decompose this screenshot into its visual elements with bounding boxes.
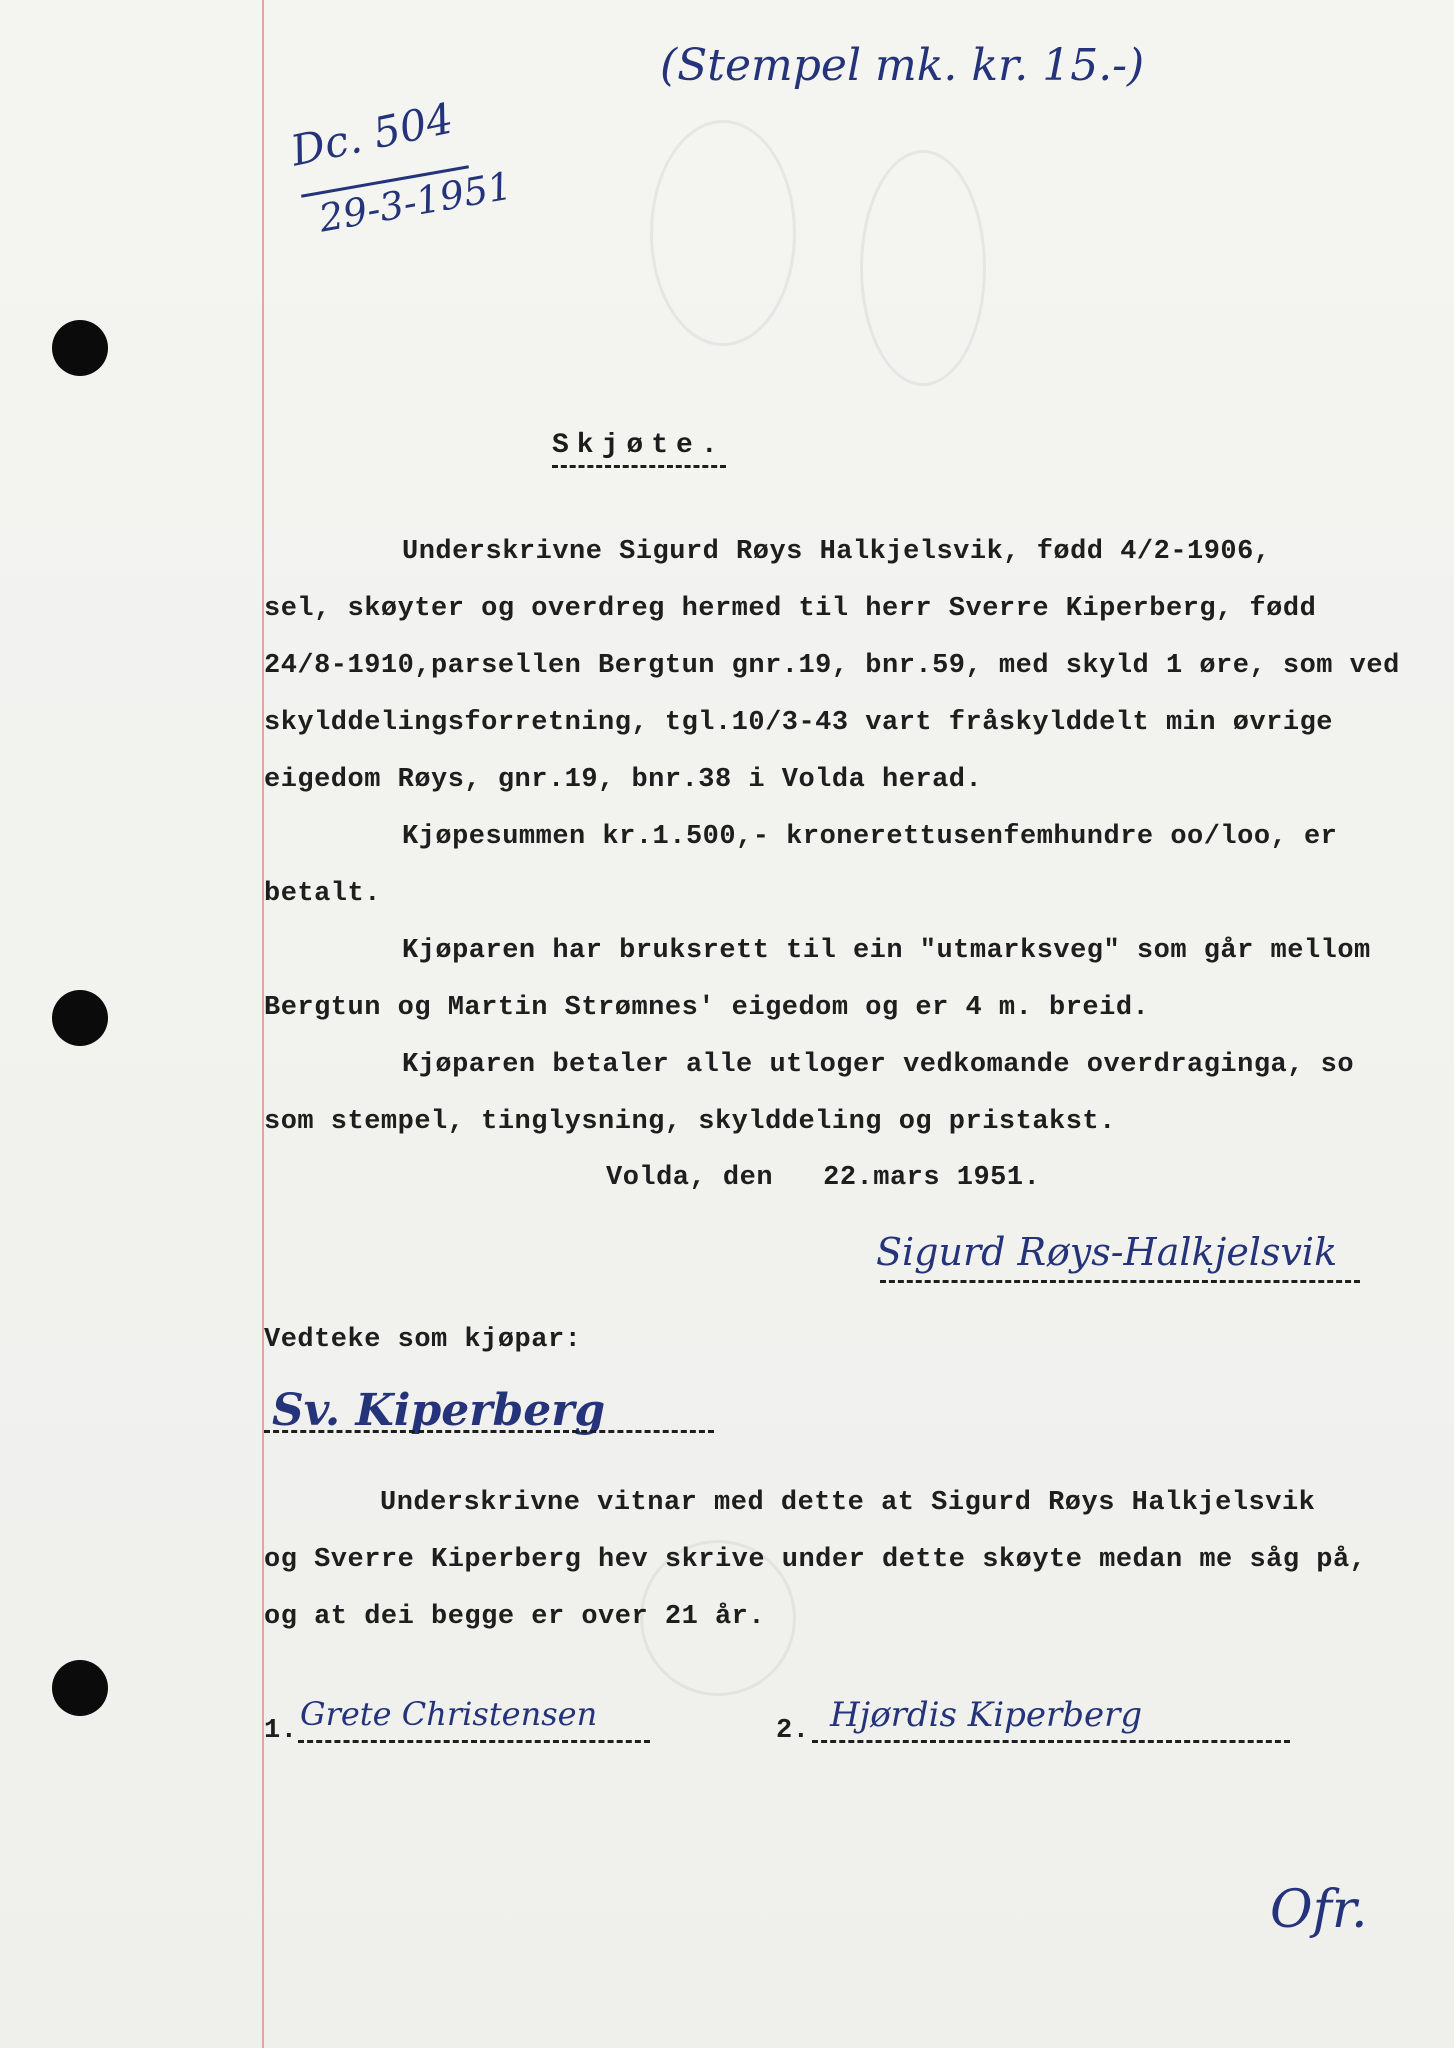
- doc-number-note: Dc. 504: [286, 93, 458, 176]
- punch-hole-top: [52, 320, 108, 376]
- place-date: Volda, den 22.mars 1951.: [606, 1163, 1041, 1193]
- witness-1-line: [298, 1740, 650, 1743]
- witness-line: og Sverre Kiperberg hev skrive under dette skøyte medan me såg på,: [264, 1545, 1367, 1575]
- witness-2-number: 2.: [776, 1716, 810, 1746]
- witness-1-number: 1.: [264, 1716, 298, 1746]
- buyer-signature: Sv. Kiperberg: [272, 1385, 606, 1436]
- faint-stamp-mark: [650, 120, 796, 346]
- seller-signature-line: [880, 1280, 1360, 1283]
- witness-1-signature: Grete Christensen: [300, 1695, 598, 1733]
- witness-line: Underskrivne vitnar med dette at Sigurd Røys Halkjelsvik: [380, 1488, 1316, 1518]
- body-line: sel, skøyter og overdreg hermed til herr Sverre Kiperberg, fødd: [264, 594, 1317, 624]
- initials-mark: Ofr.: [1270, 1880, 1368, 1940]
- body-line: Kjøparen betaler alle utloger vedkomande overdraginga, so: [402, 1050, 1355, 1080]
- body-line: Bergtun og Martin Strømnes' eigedom og er 4 m. breid.: [264, 993, 1150, 1023]
- body-line: betalt.: [264, 879, 381, 909]
- witness-2-line: [812, 1740, 1290, 1743]
- document-title: Skjøte.: [552, 430, 726, 468]
- body-line: 24/8-1910,parsellen Bergtun gnr.19, bnr.59, med skyld 1 øre, som ved: [264, 651, 1400, 681]
- body-line: Kjøparen har bruksrett til ein "utmarksveg" som går mellom: [402, 936, 1371, 966]
- body-line: skylddelingsforretning, tgl.10/3-43 vart fråskylddelt min øvrige: [264, 708, 1333, 738]
- buyer-signature-line: [264, 1430, 714, 1433]
- punch-hole-bottom: [52, 1660, 108, 1716]
- seller-signature: Sigurd Røys-Halkjelsvik: [876, 1230, 1338, 1274]
- body-line: Underskrivne Sigurd Røys Halkjelsvik, fødd 4/2-1906,: [402, 537, 1271, 567]
- accepted-label: Vedteke som kjøpar:: [264, 1325, 582, 1355]
- doc-date-note: 29-3-1951: [315, 163, 516, 241]
- witness-line: og at dei begge er over 21 år.: [264, 1602, 766, 1632]
- stamp-duty-note: (Stempel mk. kr. 15.-): [660, 40, 1145, 91]
- witness-2-signature: Hjørdis Kiperberg: [830, 1695, 1143, 1735]
- body-line: som stempel, tinglysning, skylddeling og pristakst.: [264, 1107, 1116, 1137]
- faint-stamp-mark: [860, 150, 986, 386]
- punch-hole-middle: [52, 990, 108, 1046]
- body-line: Kjøpesummen kr.1.500,- kronerettusenfemhundre oo/loo, er: [402, 822, 1338, 852]
- body-line: eigedom Røys, gnr.19, bnr.38 i Volda herad.: [264, 765, 983, 795]
